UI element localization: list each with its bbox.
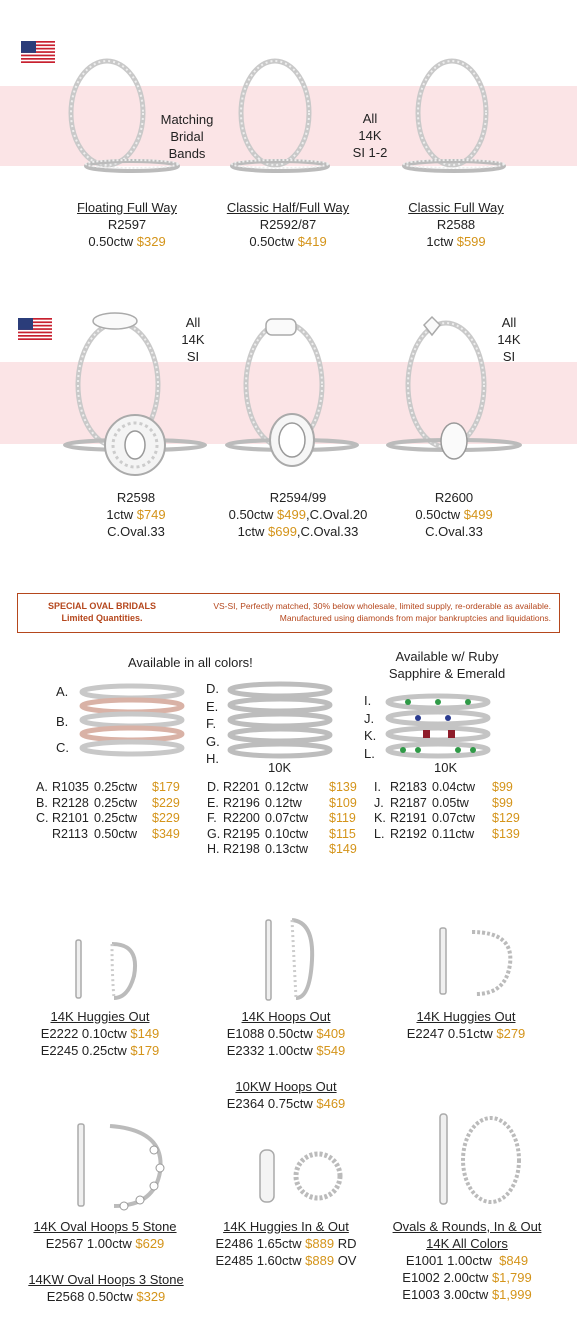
item-price: $349 [152, 826, 180, 841]
item-sku: R2101 [52, 811, 89, 825]
note-matching: Matching Bridal Bands [160, 112, 214, 161]
price-row[interactable] [36, 827, 196, 843]
item-price: $229 [152, 795, 180, 810]
stack-letters: I. J. K. L. [364, 693, 377, 761]
karat-label: 10K [434, 760, 458, 775]
item-sku: R2196 [223, 795, 260, 810]
earring-card[interactable]: Ovals & Rounds, In & Out 14K All Colors E1001 1.00ctw $849 E1002 2.00ctw $1,799 E1003 3.00ctw $1,999 [392, 1219, 542, 1302]
item-price: $139 [329, 780, 357, 794]
item-sku: R2187 [390, 795, 427, 810]
ring-image [220, 58, 340, 178]
earring-card[interactable]: 10KW Hoops Out E2364 0.75ctw $469 [226, 1079, 346, 1111]
product-card[interactable]: Classic Half/Full Way R2592/87 0.50ctw $419 [226, 200, 350, 249]
item-ctw: 0.11ctw [432, 826, 475, 841]
price-row[interactable] [374, 811, 534, 827]
banner-line: VS-SI, Perfectly matched, 30% below wholesale, limited supply, re-orderable as available. [213, 601, 551, 611]
stack-letters: D. E. F. G. H. [206, 681, 220, 766]
price-row[interactable] [36, 780, 196, 796]
item-ctw: 0.13ctw [265, 842, 309, 856]
item-sku: R2200 [223, 811, 260, 825]
item-ctw: 0.05tw [432, 795, 469, 810]
item-sku: R2201 [223, 780, 260, 794]
item-sku: R2192 [390, 826, 427, 841]
item-price: $139 [492, 826, 520, 841]
item-ctw: 0.07ctw [432, 811, 476, 825]
us-flag-icon [18, 318, 52, 340]
product-card[interactable]: R2594/99 0.50ctw $499,C.Oval.20 1ctw $699,C.Oval.33 [228, 490, 368, 539]
price-row[interactable] [374, 827, 534, 843]
item-letter: E. [207, 795, 219, 810]
price-list-a [36, 780, 196, 842]
item-sku: R2195 [223, 826, 260, 841]
note-all-14k-si: All 14K SI [497, 315, 521, 364]
item-price: $115 [329, 826, 356, 841]
item-letter: F. [207, 811, 217, 825]
item-letter: L. [374, 826, 385, 841]
product-card[interactable]: R2598 1ctw $749 C.Oval.33 [106, 490, 166, 539]
item-ctw: 0.50ctw [94, 826, 138, 841]
ring-stack-image [72, 678, 192, 762]
price-row[interactable] [374, 796, 534, 812]
stack-heading: Available in all colors! [128, 655, 253, 670]
earring-card[interactable]: 14K Huggies Out E2247 0.51ctw $279 [406, 1009, 526, 1041]
item-sku: R2128 [52, 795, 89, 810]
price-row[interactable] [207, 811, 367, 827]
item-ctw: 0.10ctw [265, 826, 309, 841]
earring-card[interactable]: 14K Huggies In & Out E2486 1.65ctw $889 RD E2485 1.60ctw $889 OV [215, 1219, 357, 1268]
price-row[interactable] [207, 796, 367, 812]
note-all-14k-si: All 14K SI [181, 315, 205, 364]
ring-image [392, 58, 512, 178]
item-price: $179 [152, 780, 180, 794]
price-row[interactable] [374, 780, 534, 796]
item-letter: D. [207, 780, 220, 794]
earring-image [74, 1120, 174, 1212]
note-all-14k: All 14K SI 1-2 [352, 111, 388, 160]
item-ctw: 0.25ctw [94, 811, 138, 825]
item-ctw: 0.07ctw [265, 811, 309, 825]
earring-image [256, 1146, 346, 1206]
item-price: $129 [492, 811, 520, 825]
item-price: $229 [152, 811, 180, 825]
item-letter: G. [207, 826, 221, 841]
ring-image [222, 305, 362, 485]
item-letter: K. [374, 811, 386, 825]
earring-image [262, 916, 318, 1002]
karat-label: 10K [268, 760, 292, 775]
us-flag-icon [21, 41, 55, 63]
item-sku: R2198 [223, 842, 260, 856]
price-row[interactable] [207, 780, 367, 796]
product-card[interactable]: R2600 0.50ctw $499 C.Oval.33 [415, 490, 493, 539]
price-row[interactable] [36, 796, 196, 812]
earring-card[interactable]: 14K Oval Hoops 5 Stone E2567 1.00ctw $629 [33, 1219, 177, 1251]
item-ctw: 0.25ctw [94, 795, 138, 810]
item-sku: R2191 [390, 811, 427, 825]
product-card[interactable]: Classic Full Way R2588 1ctw $599 [408, 200, 504, 249]
item-letter: H. [207, 842, 220, 856]
ring-stack-image [222, 680, 338, 764]
item-price: $99 [492, 795, 513, 810]
price-row[interactable] [207, 827, 367, 843]
item-letter: J. [374, 795, 384, 810]
ring-stack-image [378, 690, 498, 760]
banner-subtitle: Limited Quantities. [61, 613, 143, 623]
price-row[interactable] [36, 811, 196, 827]
item-ctw: 0.04ctw [432, 780, 476, 794]
earring-card[interactable]: 14K Huggies Out E2222 0.10ctw $149 E2245 0.25ctw $179 [40, 1009, 160, 1058]
earring-image [436, 924, 520, 1000]
special-oval-banner [17, 593, 560, 633]
earring-card[interactable]: 14KW Oval Hoops 3 Stone E2568 0.50ctw $329 [28, 1272, 184, 1304]
stack-heading: Available w/ Ruby Sapphire & Emerald [388, 649, 506, 681]
item-letter: C. [36, 811, 49, 825]
product-card[interactable]: Floating Full Way R2597 0.50ctw $329 [77, 200, 177, 249]
item-ctw: 0.12tw [265, 795, 302, 810]
item-price: $109 [329, 795, 357, 810]
earring-image [436, 1110, 526, 1210]
banner-line: Manufactured using diamonds from major bankruptcies and liquidations. [279, 613, 551, 623]
item-ctw: 0.25ctw [94, 780, 138, 794]
item-sku: R2183 [390, 780, 427, 794]
item-price: $99 [492, 780, 513, 794]
banner-title: SPECIAL OVAL BRIDALS [47, 601, 156, 611]
item-letter: A. [36, 780, 48, 794]
item-price: $119 [329, 811, 356, 825]
item-letter [36, 827, 52, 843]
item-price: $149 [329, 842, 357, 856]
price-list-d [207, 780, 367, 858]
item-ctw: 0.12ctw [265, 780, 309, 794]
item-sku: R2113 [52, 826, 88, 841]
item-sku: R1035 [52, 780, 89, 794]
stack-letters: A. B. C. [56, 684, 69, 755]
earring-card[interactable]: 14K Hoops Out E1088 0.50ctw $409 E2332 1.00ctw $549 [226, 1009, 346, 1058]
item-letter: I. [374, 780, 381, 794]
item-letter: B. [36, 795, 48, 810]
price-row[interactable] [207, 842, 367, 858]
price-list-i [374, 780, 534, 842]
earring-image [72, 936, 144, 1004]
